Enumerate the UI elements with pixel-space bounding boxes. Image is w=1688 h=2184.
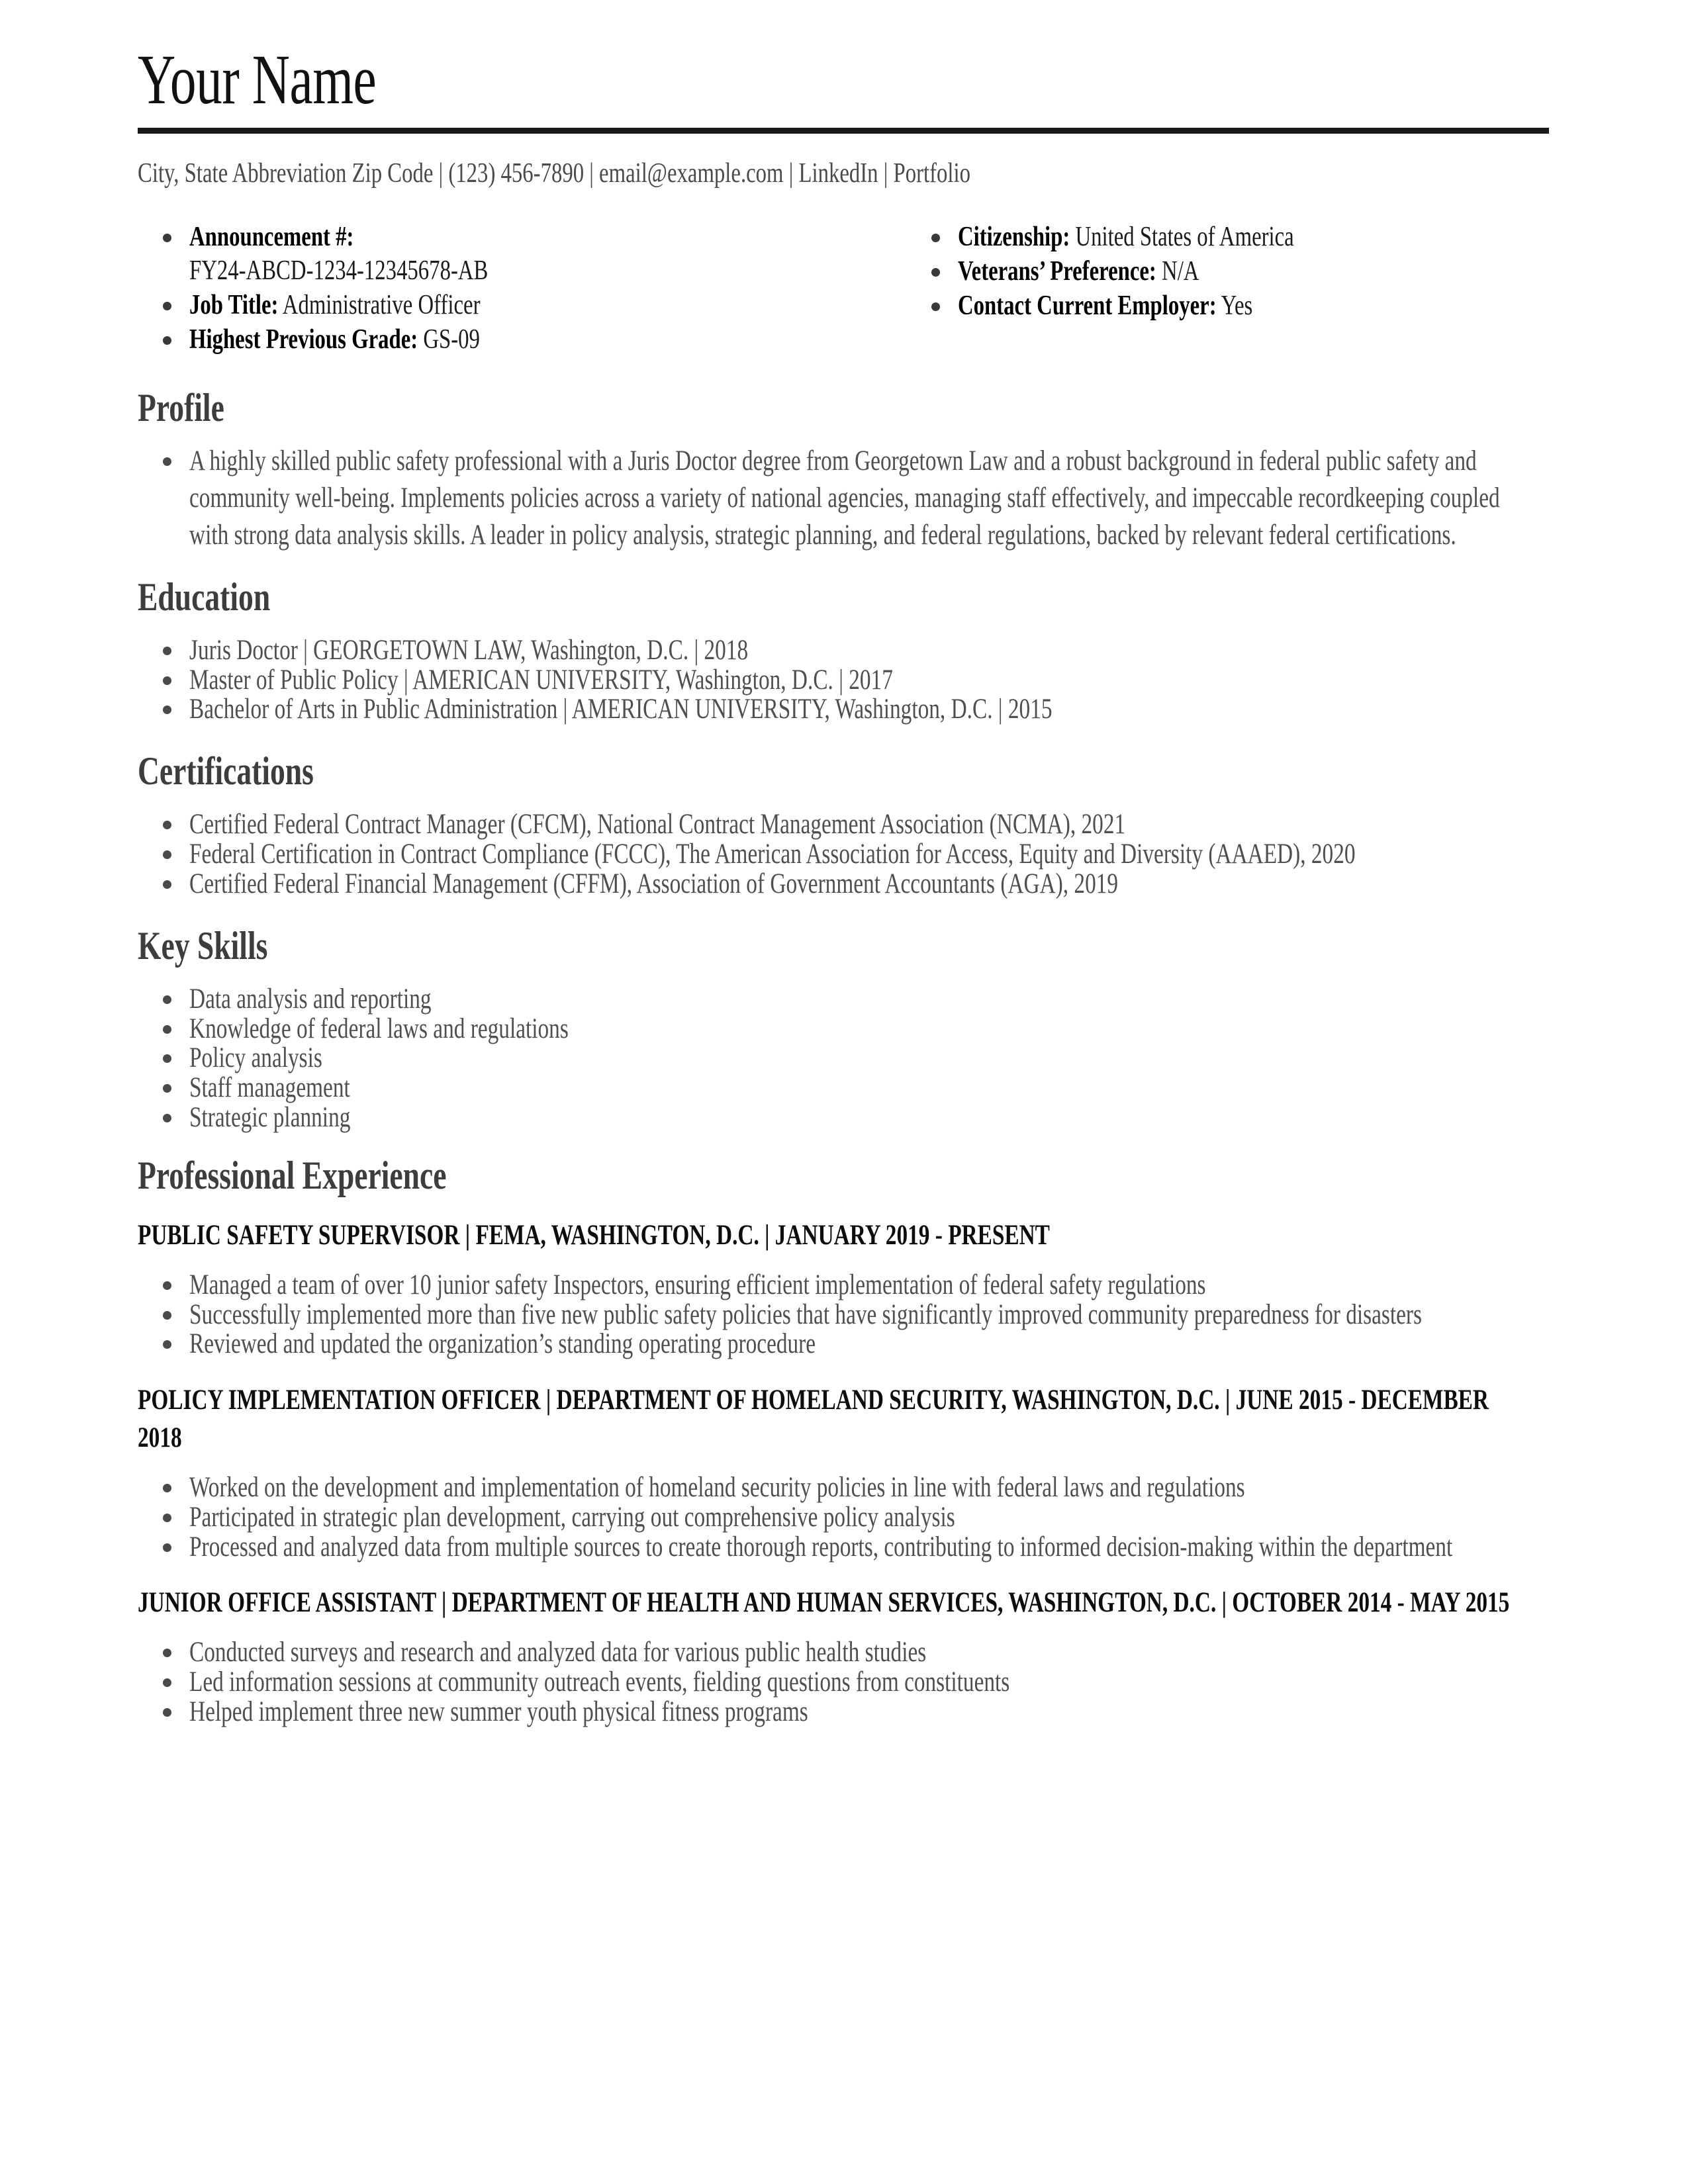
applicant-info-left-list — [138, 220, 843, 357]
education-entry: Bachelor of Arts in Public Administration | AMERICAN UNIVERSITY, Washington, D.C. | 2015 — [189, 694, 1053, 725]
list-item — [906, 255, 1548, 289]
section-heading-key-skills: Key Skills — [138, 923, 268, 968]
page-title: Your Name — [138, 41, 377, 119]
list-item — [138, 1099, 1549, 1136]
education-list — [138, 632, 1549, 729]
section-heading-education: Education — [138, 574, 271, 619]
key-skill-entry: Staff management — [189, 1072, 350, 1104]
list-item — [138, 1326, 1549, 1363]
section-heading-certifications: Certifications — [138, 749, 314, 794]
key-skill-entry: Strategic planning — [189, 1102, 351, 1134]
section-heading-professional-experience: Professional Experience — [138, 1154, 447, 1198]
key-skills-list — [138, 981, 1549, 1136]
list-item — [138, 866, 1549, 903]
citizenship-row — [958, 220, 1418, 254]
highest-previous-grade-value: GS-09 — [423, 324, 480, 355]
list-item — [138, 289, 843, 322]
list-item — [138, 1529, 1549, 1566]
list-item — [138, 443, 1549, 554]
applicant-info-right-column — [843, 220, 1548, 358]
experience-entry-title: JUNIOR OFFICE ASSISTANT | DEPARTMENT OF HEALTH AND HUMAN SERVICES, WASHINGTON, D.C. | OCTOBER 2014 - MAY 2015 — [138, 1587, 1510, 1619]
experience-entry-title: POLICY IMPLEMENTATION OFFICER | DEPARTMENT OF HOMELAND SECURITY, WASHINGTON, D.C. | JUNE 2015 - DECEMBER 2018 — [138, 1385, 1489, 1454]
profile-list — [138, 443, 1549, 554]
list-item — [906, 220, 1548, 254]
experience-bullet: Reviewed and updated the organization’s standing operating procedure — [189, 1328, 816, 1360]
job-title-value: Administrative Officer — [282, 289, 481, 320]
announcement-number-value: FY24-ABCD-1234-12345678-AB — [189, 255, 489, 286]
announcement-number-row — [189, 220, 699, 254]
section-key-skills — [138, 925, 1549, 1136]
experience-bullet: Successfully implemented more than five new public safety policies that have significantly improved community preparedness for disasters — [189, 1298, 1422, 1330]
section-professional-experience — [138, 1154, 1549, 1731]
experience-bullet: Conducted surveys and research and analyzed data for various public health studies — [189, 1637, 927, 1668]
header-divider — [138, 128, 1549, 134]
list-item — [138, 220, 843, 288]
key-skill-entry: Policy analysis — [189, 1042, 322, 1074]
experience-entry — [138, 1382, 1549, 1565]
key-skill-entry: Data analysis and reporting — [189, 983, 432, 1015]
contact-line: City, State Abbreviation Zip Code | (123) 456-7890 | email@example.com | LinkedIn | Portfolio — [138, 158, 970, 189]
education-entry: Juris Doctor | GEORGETOWN LAW, Washington, D.C. | 2018 — [189, 634, 749, 666]
veterans-preference-row — [958, 255, 1418, 289]
education-entry: Master of Public Policy | AMERICAN UNIVERSITY, Washington, D.C. | 2017 — [189, 664, 893, 696]
job-title-label: Job Title: — [189, 289, 279, 320]
experience-entry — [138, 1217, 1549, 1363]
citizenship-value: United States of America — [1075, 221, 1294, 252]
announcement-number-label: Announcement #: — [189, 221, 354, 252]
contact-current-employer-value: Yes — [1221, 290, 1253, 321]
section-profile — [138, 387, 1549, 553]
contact-current-employer-label: Contact Current Employer: — [958, 290, 1217, 321]
applicant-info-right-list — [906, 220, 1548, 324]
key-skill-entry: Knowledge of federal laws and regulations — [189, 1013, 569, 1044]
list-item — [138, 1694, 1549, 1731]
list-item — [138, 323, 843, 357]
section-education — [138, 576, 1549, 728]
experience-bullet: Participated in strategic plan development, carrying out comprehensive policy analysis — [189, 1501, 955, 1533]
highest-previous-grade-label: Highest Previous Grade: — [189, 324, 418, 355]
list-item — [906, 289, 1548, 323]
citizenship-label: Citizenship: — [958, 221, 1070, 252]
experience-bullet: Helped implement three new summer youth physical fitness programs — [189, 1696, 808, 1728]
experience-bullet: Worked on the development and implementation of homeland security policies in line with federal laws and regulations — [189, 1471, 1245, 1503]
certification-entry: Certified Federal Financial Management (CFFM), Association of Government Accountants (AGA), 2019 — [189, 868, 1119, 899]
section-heading-profile: Profile — [138, 386, 224, 430]
veterans-preference-label: Veterans’ Preference: — [958, 255, 1156, 287]
experience-entry-bullets — [138, 1469, 1549, 1566]
list-item — [138, 691, 1549, 728]
experience-bullet: Led information sessions at community outreach events, fielding questions from constituents — [189, 1666, 1010, 1698]
certifications-list — [138, 806, 1549, 903]
applicant-info-block — [138, 220, 1548, 358]
experience-entry — [138, 1584, 1549, 1730]
experience-entry-title: PUBLIC SAFETY SUPERVISOR | FEMA, WASHINGTON, D.C. | JANUARY 2019 - PRESENT — [138, 1219, 1050, 1251]
certification-entry: Certified Federal Contract Manager (CFCM), National Contract Management Association (NCMA), 2021 — [189, 809, 1126, 841]
certification-entry: Federal Certification in Contract Compliance (FCCC), The American Association for Access, Equity and Diversity (AAAED), 2020 — [189, 839, 1356, 870]
experience-bullet: Processed and analyzed data from multiple sources to create thorough reports, contributing to informed decision-making within the department — [189, 1531, 1453, 1563]
highest-previous-grade-row — [189, 323, 699, 357]
experience-entry-bullets — [138, 1267, 1549, 1363]
contact-current-employer-row — [958, 289, 1418, 323]
profile-paragraph: A highly skilled public safety professional with a Juris Doctor degree from Georgetown Law and a robust background in federal public safety and community well-being. Implements policies across a variety of national agencies, managing staff effectively, and impeccable recordkeeping coupled with strong data analysis skills. A leader in policy analysis, strategic planning, and federal regulations, backed by relevant federal certifications. — [189, 445, 1500, 551]
resume-header — [138, 38, 1549, 191]
experience-bullet: Managed a team of over 10 junior safety Inspectors, ensuring efficient implementation of federal safety regulations — [189, 1269, 1206, 1300]
veterans-preference-value: N/A — [1162, 255, 1199, 287]
section-certifications — [138, 750, 1549, 902]
job-title-row — [189, 289, 699, 322]
experience-entry-bullets — [138, 1634, 1549, 1731]
applicant-info-left-column — [138, 220, 843, 358]
